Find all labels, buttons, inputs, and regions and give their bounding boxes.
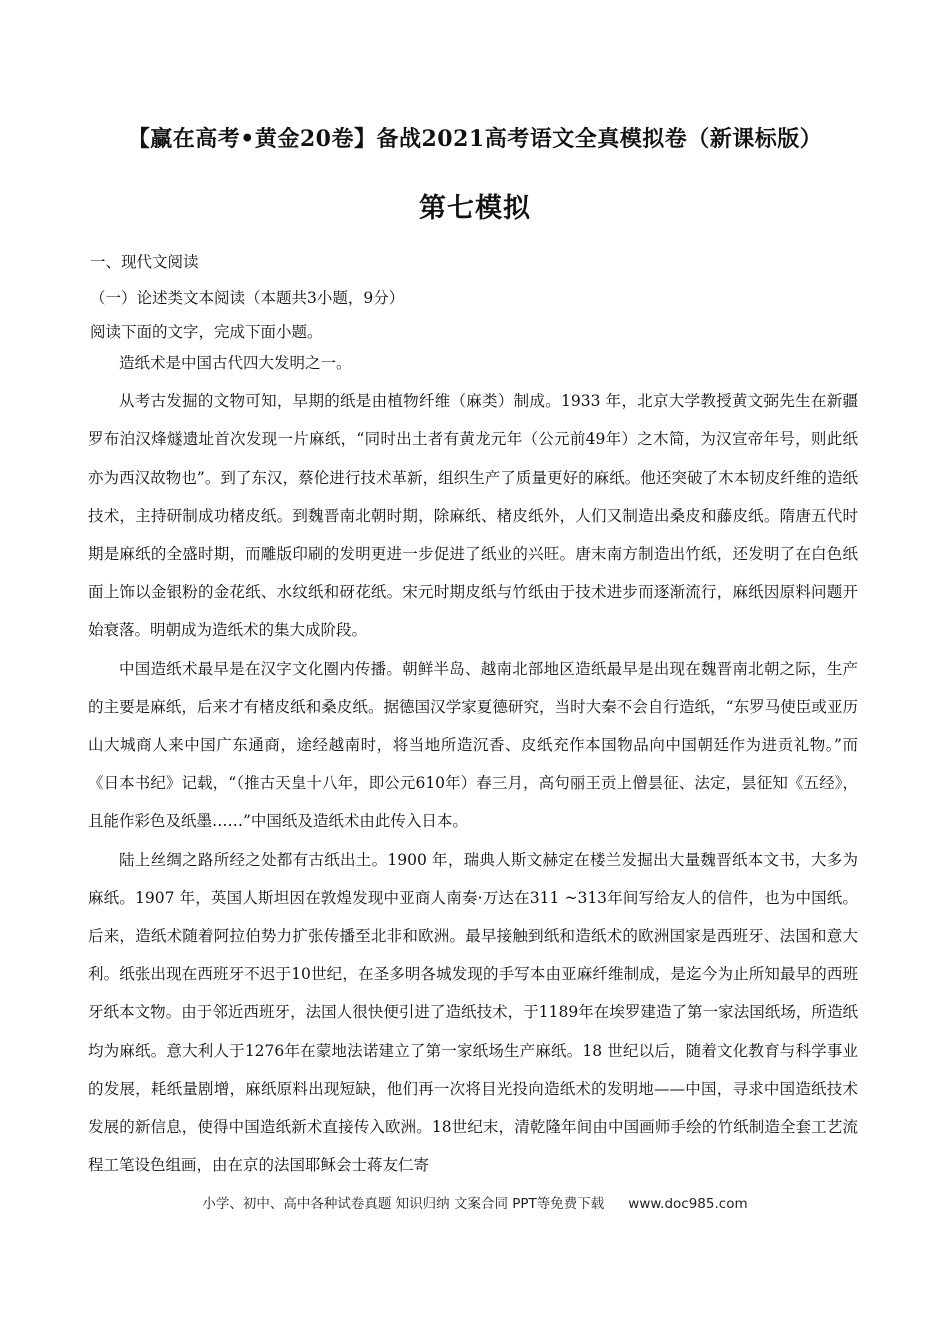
exam-subtitle: 第七模拟 bbox=[419, 193, 531, 224]
footer-url[interactable]: www.doc985.com bbox=[628, 1196, 748, 1212]
exam-title: 【赢在高考•黄金20卷】备战2021高考语文全真模拟卷（新课标版） bbox=[127, 126, 823, 152]
article-paragraph: 中国造纸术最早是在汉字文化圈内传播。朝鲜半岛、越南北部地区造纸最早是出现在魏晋南北朝之际，生产的主要是麻纸，后来才有楮皮纸和桑皮纸。据德国汉学家夏德研究，当时大秦不会自行造纸，“东罗马使臣或亚历山大城商人来中国广东通商，途经越南时，将当地所造沉香、皮纸充作本国物品向中国朝廷作为进贡礼物。”而《日本书纪》记载，“（推古天皇十八年，即公元610年）春三月，高句丽王贡上僧昙征、法定，昙征知《五经》，且能作彩色及纸墨……”中国纸及造纸术由此传入日本。 bbox=[88, 659, 858, 831]
section-heading: 一、现代文阅读 bbox=[90, 253, 199, 271]
article-paragraph: 造纸术是中国古代四大发明之一。 bbox=[119, 354, 352, 372]
page-footer bbox=[0, 1192, 950, 1212]
article-paragraph: 陆上丝绸之路所经之处都有古纸出土。1900 年，瑞典人斯文赫定在楼兰发掘出大量魏晋纸本文书，大多为麻纸。1907 年，英国人斯坦因在敦煌发现中亚商人南奏·万达在311 ~313年间写给友人的信件，也为中国纸。后来，造纸术随着阿拉伯势力扩张传播至北非和欧洲。最早接触到纸和造纸术的欧洲国家是西班牙、法国和意大利。纸张出现在西班牙不迟于10世纪，在圣多明各城发现的手写本由亚麻纤维制成，是迄今为止所知最早的西班牙纸本文物。由于邻近西班牙，法国人很快便引进了造纸技术，于1189年在埃罗建造了第一家法国纸场，所造纸均为麻纸。意大利人于1276年在蒙地法诺建立了第一家纸场生产麻纸。18 世纪以后，随着文化教育与科学事业的发展，耗纸量剧增，麻纸原料出现短缺，他们再一次将目光投向造纸术的发明地——中国，寻求中国造纸技术发展的新信息，使得中国造纸新术直接传入欧洲。18世纪末，清乾隆年间由中国画师手绘的竹纸制造全套工艺流程工笔设色组画，由在京的法国耶稣会士蒋友仁寄 bbox=[88, 850, 858, 1175]
subsection-heading: （一）论述类文本阅读（本题共3小题，9分） bbox=[90, 289, 405, 307]
reading-instruction: 阅读下面的文字，完成下面小题。 bbox=[90, 323, 323, 341]
footer-text: 小学、初中、高中各种试卷真题 知识归纳 文案合同 PPT等免费下载 bbox=[202, 1196, 605, 1212]
article-body bbox=[88, 344, 858, 1184]
article-paragraph: 从考古发掘的文物可知，早期的纸是由植物纤维（麻类）制成。1933 年，北京大学教授黄文弼先生在新疆罗布泊汉烽燧遗址首次发现一片麻纸，“同时出土者有黄龙元年（公元前49年）之木简，为汉宣帝年号，则此纸亦为西汉故物也”。到了东汉，蔡伦进行技术革新，组织生产了质量更好的麻纸。他还突破了木本韧皮纤维的造纸技术，主持研制成功楮皮纸。到魏晋南北朝时期，除麻纸、楮皮纸外，人们又制造出桑皮和藤皮纸。隋唐五代时期是麻纸的全盛时期，而雕版印刷的发明更进一步促进了纸业的兴旺。唐末南方制造出竹纸，还发明了在白色纸面上饰以金银粉的金花纸、水纹纸和砑花纸。宋元时期皮纸与竹纸由于技术进步而逐渐流行，麻纸因原料问题开始衰落。明朝成为造纸术的集大成阶段。 bbox=[88, 392, 858, 640]
